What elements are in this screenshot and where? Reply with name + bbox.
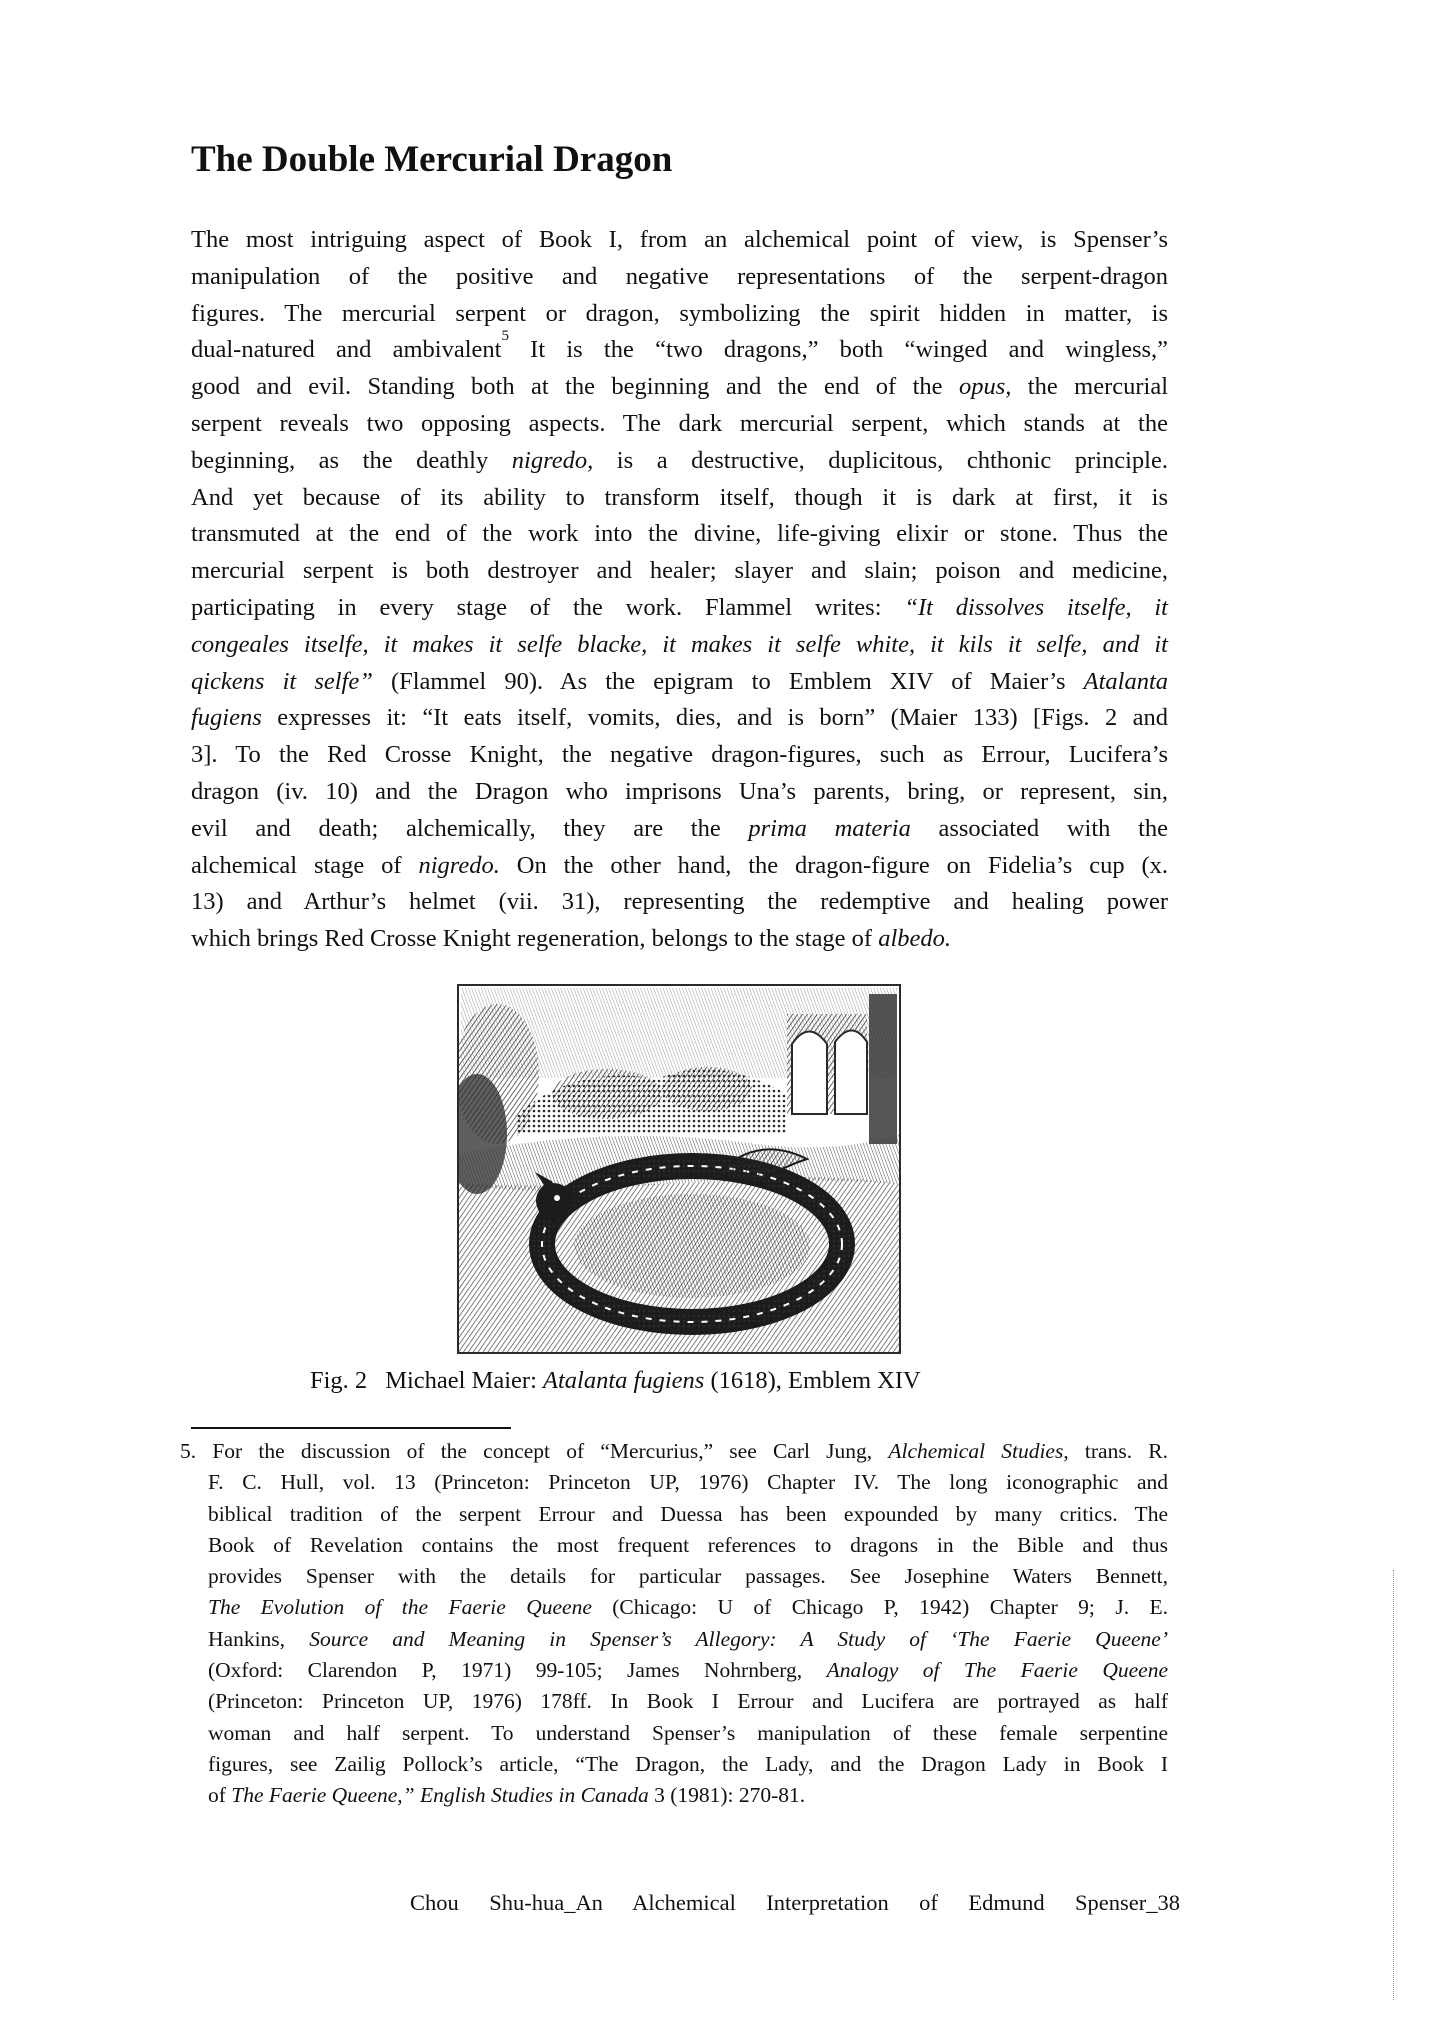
footnote-line: provides Spenser with the details for particular passages. See Josephine Waters Bennett, xyxy=(208,1564,1168,1589)
footnote-line: figures, see Zailig Pollock’s article, “The Dragon, the Lady, and the Dragon Lady in Book I xyxy=(208,1751,1168,1776)
scan-edge-line xyxy=(1393,1570,1394,2000)
footnote-line: F. C. Hull, vol. 13 (Princeton: Princeton UP, 1976) Chapter IV. The long iconographic and xyxy=(208,1470,1168,1495)
paragraph-line: manipulation of the positive and negative representations of the serpent-dragon xyxy=(191,262,1168,290)
footnote-line: (Oxford: Clarendon P, 1971) 99-105; James Nohrnberg, Analogy of The Faerie Queene xyxy=(208,1658,1168,1683)
paragraph-line: fugiens expresses it: “It eats itself, vomits, dies, and is born” (Maier 133) [Figs. 2 and xyxy=(191,704,1168,732)
paragraph-line: beginning, as the deathly nigredo, is a destructive, duplicitous, chthonic principle. xyxy=(191,446,1168,474)
paragraph-line: qickens it selfe” (Flammel 90). As the epigram to Emblem XIV of Maier’s Atalanta xyxy=(191,667,1168,695)
footnote-divider xyxy=(191,1427,511,1429)
paragraph-line: participating in every stage of the work. Flammel writes: “It dissolves itselfe, it xyxy=(191,593,1168,621)
paragraph-line: alchemical stage of nigredo. On the other hand, the dragon-figure on Fidelia’s cup (x. xyxy=(191,851,1168,879)
ouroboros-engraving xyxy=(457,984,901,1354)
paragraph-line: good and evil. Standing both at the beginning and the end of the opus, the mercurial xyxy=(191,373,1169,401)
paragraph-line: congeales itselfe, it makes it selfe blacke, it makes it selfe white, it kils it selfe, and it xyxy=(191,630,1168,658)
paragraph-line: The most intriguing aspect of Book I, from an alchemical point of view, is Spenser’s xyxy=(191,226,1168,253)
paragraph-line: 13) and Arthur’s helmet (vii. 31), representing the redemptive and healing power xyxy=(191,888,1168,916)
paragraph-line: dragon (iv. 10) and the Dragon who imprisons Una’s parents, bring, or represent, sin, xyxy=(191,777,1168,805)
paragraph-line: dual-natured and ambivalent$^5$ It is the “two dragons,” both “winged and wingless,” xyxy=(191,328,1169,364)
figure-caption: Fig. 2 Michael Maier: Atalanta fugiens (1618), Emblem XIV xyxy=(310,1367,921,1394)
footnote-line: Hankins, Source and Meaning in Spenser’s Allegory: A Study of ‘The Faerie Queene’ xyxy=(208,1626,1169,1651)
footnote-5 xyxy=(180,1436,1168,1812)
footnote-line: 5. For the discussion of the concept of “Mercurius,” see Carl Jung, Alchemical Studies, trans. R. xyxy=(180,1439,1168,1463)
paragraph-line: which brings Red Crosse Knight regeneration, belongs to the stage of albedo. xyxy=(191,925,952,953)
footnote-line: The Evolution of the Faerie Queene (Chicago: U of Chicago P, 1942) Chapter 9; J. E. xyxy=(208,1595,1168,1620)
paragraph-line: serpent reveals two opposing aspects. The dark mercurial serpent, which stands at the xyxy=(191,409,1168,437)
footnote-line: (Princeton: Princeton UP, 1976) 178ff. In Book I Errour and Lucifera are portrayed as half xyxy=(208,1689,1168,1714)
paragraph-line: transmuted at the end of the work into the divine, life-giving elixir or stone. Thus the xyxy=(191,520,1168,548)
paragraph-line: figures. The mercurial serpent or dragon, symbolizing the spirit hidden in matter, is xyxy=(191,299,1168,327)
footnote-line: woman and half serpent. To understand Spenser’s manipulation of these female serpentine xyxy=(208,1720,1168,1745)
footnote-line: of The Faerie Queene,” English Studies in Canada 3 (1981): 270-81. xyxy=(208,1783,806,1808)
main-paragraph xyxy=(191,222,1168,958)
emblem-figure xyxy=(457,984,901,1354)
paragraph-line: evil and death; alchemically, they are the prima materia associated with the xyxy=(191,814,1168,842)
paragraph-line: mercurial serpent is both destroyer and healer; slayer and slain; poison and medicine, xyxy=(191,557,1168,585)
footnote-line: Book of Revelation contains the most frequent references to dragons in the Bible and thus xyxy=(208,1532,1168,1557)
running-footer: Chou Shu-hua_An Alchemical Interpretation of Edmund Spenser_38 xyxy=(410,1890,1180,1915)
paragraph-line: 3]. To the Red Crosse Knight, the negative dragon-figures, such as Errour, Lucifera’s xyxy=(191,741,1168,769)
footnote-line: biblical tradition of the serpent Errour and Duessa has been expounded by many critics. The xyxy=(208,1501,1168,1526)
page-heading: The Double Mercurial Dragon xyxy=(191,139,673,180)
paragraph-line: And yet because of its ability to transform itself, though it is dark at first, it is xyxy=(191,483,1168,511)
footnote-marker[interactable]: 5 xyxy=(501,328,509,345)
